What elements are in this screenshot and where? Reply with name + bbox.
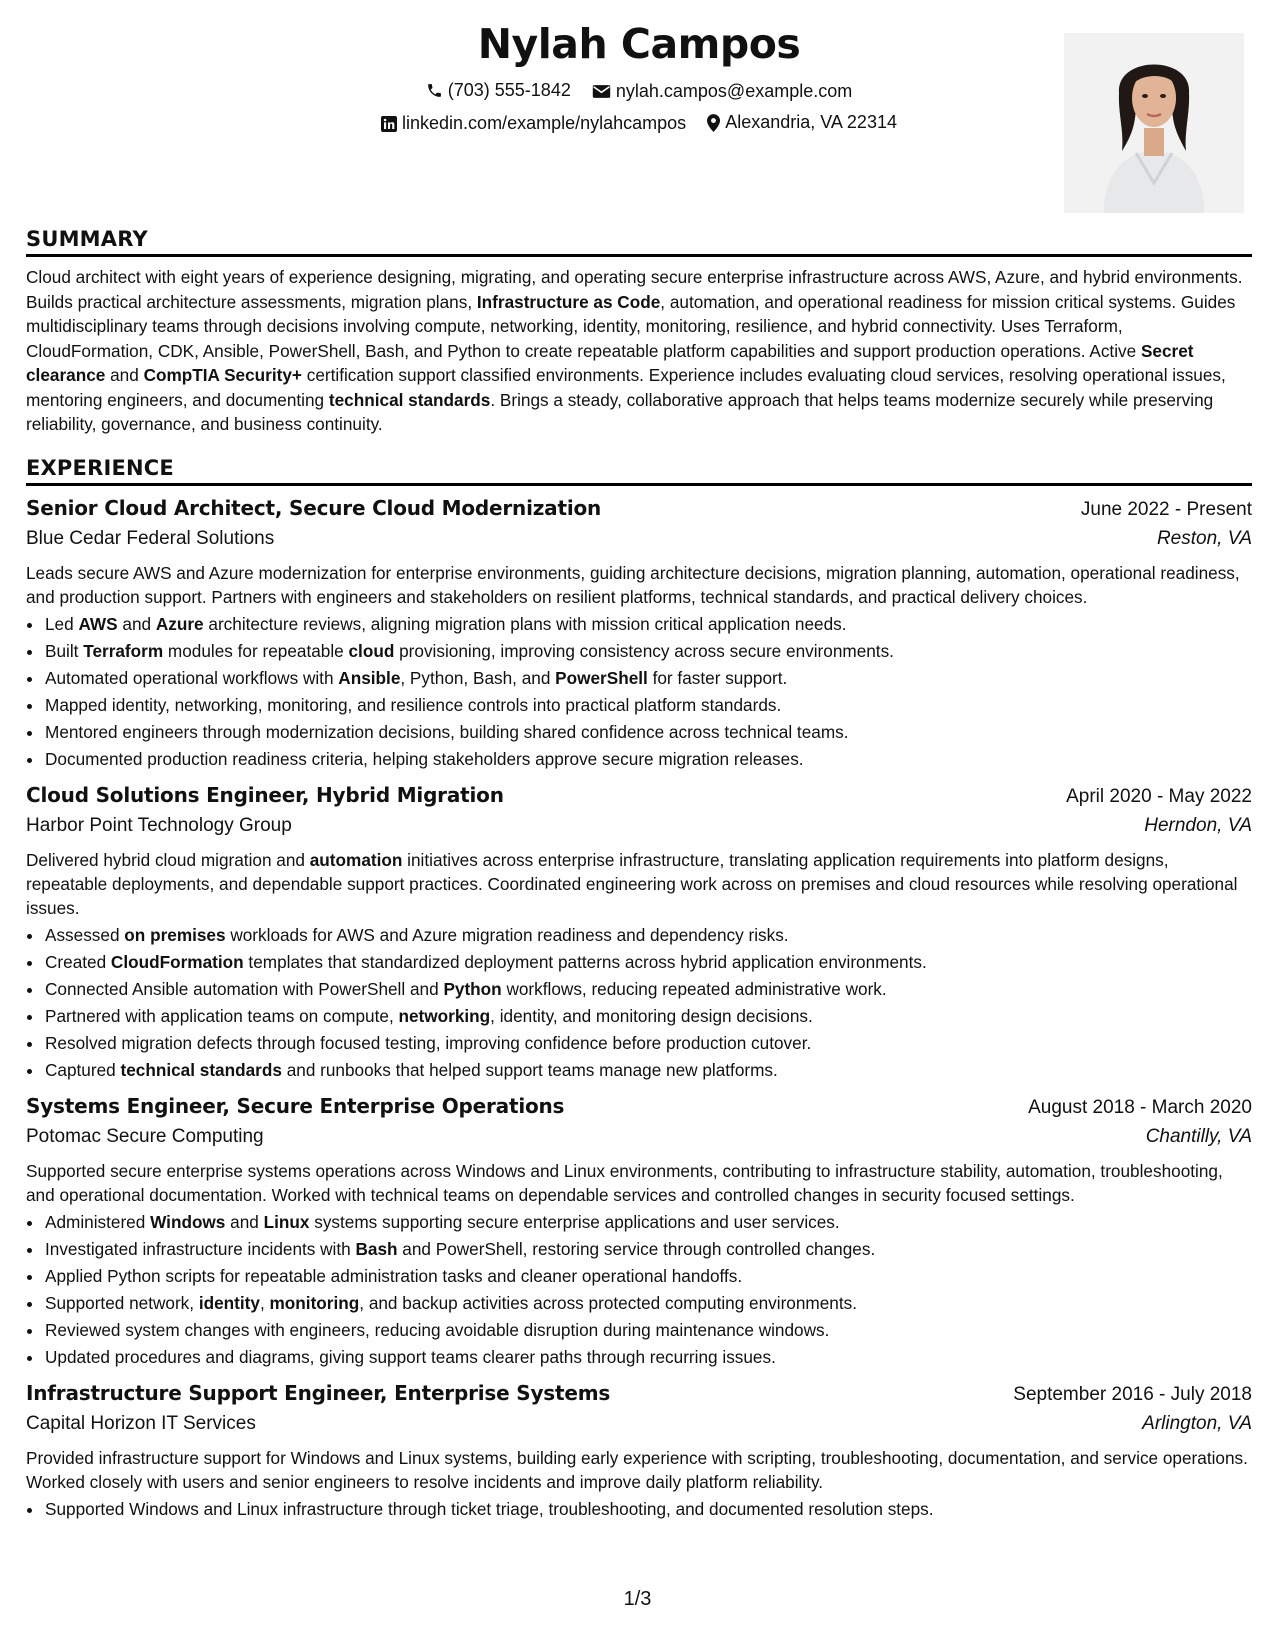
emphasized-text: Azure xyxy=(155,614,204,634)
text-segment: Provided infrastructure support for Windows and Linux systems, building early experience with scripting, troubleshooting, documentation, and service operations. Worked closely with users and senior engineers to resolve incidents and improve daily platform reliability. xyxy=(26,1448,1248,1492)
linkedin-url: linkedin.com/example/nylahcampos xyxy=(402,113,687,133)
job-company-row xyxy=(26,1409,1252,1441)
company-name: Capital Horizon IT Services xyxy=(26,1413,256,1434)
bullet-item xyxy=(44,1030,1252,1057)
text-segment: Led xyxy=(45,614,79,634)
bullet-item xyxy=(44,1236,1252,1263)
job-header xyxy=(26,779,1252,811)
emphasized-text: Linux xyxy=(263,1212,310,1232)
job-company-row xyxy=(26,811,1252,843)
candidate-name: Nylah Campos xyxy=(477,20,801,68)
text-segment: Built xyxy=(45,641,84,661)
emphasized-text: automation xyxy=(309,850,403,870)
job-title: Cloud Solutions Engineer, Hybrid Migration xyxy=(26,783,504,807)
profile-photo xyxy=(1064,33,1244,213)
text-segment: architecture reviews, aligning migration plans with mission critical application needs. xyxy=(203,614,847,634)
job-entry xyxy=(26,1377,1252,1523)
job-header xyxy=(26,492,1252,524)
emphasized-text: CompTIA Security+ xyxy=(143,365,302,385)
job-bullets xyxy=(26,1209,1252,1371)
company-name: Potomac Secure Computing xyxy=(26,1126,264,1147)
text-segment: , and backup activities across protected computing environments. xyxy=(359,1293,858,1313)
jobs-list xyxy=(26,492,1252,1523)
emphasized-text: Infrastructure as Code xyxy=(476,291,661,312)
emphasized-text: CloudFormation xyxy=(110,952,244,972)
text-segment: workflows, reducing repeated administrative work. xyxy=(501,979,887,999)
text-segment: Created xyxy=(45,952,111,972)
text-segment: . Brings a steady, collaborative approach that helps teams modernize securely while preserving reliability, governance, and business continuity. xyxy=(26,389,1214,434)
summary-text xyxy=(26,265,1252,437)
job-location: Herndon, VA xyxy=(1144,815,1252,836)
emphasized-text: PowerShell xyxy=(555,668,648,688)
phone-contact[interactable] xyxy=(426,80,571,101)
job-location: Arlington, VA xyxy=(1142,1413,1252,1434)
text-segment: Supported secure enterprise systems operations across Windows and Linux environments, contributing to infrastructure stability, automation, troubleshooting, and operational documentation. Worked with technical teams on dependable services and controlled changes in security focused settings. xyxy=(26,1161,1223,1205)
emphasized-text: Ansible xyxy=(338,668,401,688)
job-description xyxy=(26,561,1252,609)
linkedin-contact[interactable] xyxy=(381,113,686,134)
text-segment: Investigated infrastructure incidents with xyxy=(45,1239,356,1259)
text-segment: certification support classified environments. Experience includes evaluating cloud services, resolving operational issues, mentoring engineers, and documenting xyxy=(26,365,1226,410)
emphasized-text: Python xyxy=(443,979,502,999)
company-name: Blue Cedar Federal Solutions xyxy=(26,528,275,549)
text-segment: Mapped identity, networking, monitoring, and resilience controls into practical platform standards. xyxy=(45,695,782,715)
text-segment: , Python, Bash, and xyxy=(400,668,556,688)
experience-heading: EXPERIENCE xyxy=(26,456,1252,486)
job-description xyxy=(26,1159,1252,1207)
map-pin-icon xyxy=(707,114,720,132)
text-segment: Leads secure AWS and Azure modernization for enterprise environments, guiding architecture decisions, migration planning, automation, operational readiness, and production support. Partners with engineers and stakeholders on resilient platforms, technical standards, and practical delivery choices. xyxy=(26,563,1240,607)
job-entry xyxy=(26,1090,1252,1371)
text-segment: Captured xyxy=(45,1060,121,1080)
text-segment: and xyxy=(117,614,156,634)
job-location: Chantilly, VA xyxy=(1145,1126,1252,1147)
job-bullets xyxy=(26,1496,1252,1523)
bullet-item xyxy=(44,1496,1252,1523)
job-title: Systems Engineer, Secure Enterprise Operations xyxy=(26,1094,565,1118)
email-contact[interactable] xyxy=(592,81,852,102)
bullet-item xyxy=(44,1290,1252,1317)
emphasized-text: technical standards xyxy=(328,389,491,410)
job-company-row xyxy=(26,1122,1252,1154)
bullet-item xyxy=(44,719,1252,746)
job-bullets xyxy=(26,611,1252,773)
emphasized-text: on premises xyxy=(124,925,226,945)
job-dates: June 2022 - Present xyxy=(1080,499,1252,520)
phone-icon xyxy=(426,82,443,99)
bullet-item xyxy=(44,665,1252,692)
bullet-item xyxy=(44,1317,1252,1344)
bullet-item xyxy=(44,922,1252,949)
text-segment: Resolved migration defects through focused testing, improving confidence before production cutover. xyxy=(45,1033,812,1053)
job-bullets xyxy=(26,922,1252,1084)
bullet-item xyxy=(44,611,1252,638)
emphasized-text: AWS xyxy=(78,614,118,634)
job-entry xyxy=(26,779,1252,1084)
email-address: nylah.campos@example.com xyxy=(615,81,853,101)
job-company-row xyxy=(26,524,1252,556)
resume-header xyxy=(26,0,1252,230)
job-header xyxy=(26,1090,1252,1122)
bullet-item xyxy=(44,1209,1252,1236)
job-header xyxy=(26,1377,1252,1409)
job-dates: September 2016 - July 2018 xyxy=(1013,1384,1252,1405)
text-segment: and xyxy=(105,365,144,385)
job-dates: August 2018 - March 2020 xyxy=(1028,1097,1252,1118)
bullet-item xyxy=(44,1263,1252,1290)
job-title: Senior Cloud Architect, Secure Cloud Modernization xyxy=(26,496,602,520)
text-segment: provisioning, improving consistency across secure environments. xyxy=(394,641,894,661)
bullet-item xyxy=(44,1003,1252,1030)
experience-section xyxy=(26,456,1252,1523)
text-segment: , automation, and operational readiness for mission critical systems. Guides multidisciplinary teams through decisions involving compute, networking, identity, monitoring, resilience, and hybrid connectivity. Uses Terraform, CloudFormation, CDK, Ansible, PowerShell, Bash, and Python to create repeatable platform capabilities and support production operations. Active xyxy=(26,291,1236,361)
bullet-item xyxy=(44,746,1252,773)
bullet-item xyxy=(44,638,1252,665)
text-segment: Updated procedures and diagrams, giving support teams clearer paths through recurring issues. xyxy=(45,1347,776,1367)
job-dates: April 2020 - May 2022 xyxy=(1066,786,1252,807)
bullet-item xyxy=(44,976,1252,1003)
job-entry xyxy=(26,492,1252,773)
bullet-item xyxy=(44,1057,1252,1084)
text-segment: Supported Windows and Linux infrastructure through ticket triage, troubleshooting, and documented resolution steps. xyxy=(45,1499,934,1519)
bullet-item xyxy=(44,949,1252,976)
job-description xyxy=(26,1446,1252,1494)
summary-heading: SUMMARY xyxy=(26,227,1252,257)
home-location: Alexandria, VA 22314 xyxy=(725,112,897,132)
text-segment: and xyxy=(225,1212,264,1232)
text-segment: , xyxy=(259,1293,270,1313)
emphasized-text: Terraform xyxy=(83,641,164,661)
page-number: 1/3 xyxy=(623,1588,652,1610)
text-segment: Administered xyxy=(45,1212,151,1232)
emphasized-text: monitoring xyxy=(269,1293,360,1313)
location-contact xyxy=(707,112,897,133)
job-location: Reston, VA xyxy=(1156,528,1252,549)
phone-number: (703) 555-1842 xyxy=(447,80,571,100)
text-segment: workloads for AWS and Azure migration readiness and dependency risks. xyxy=(225,925,789,945)
bullet-item xyxy=(44,692,1252,719)
envelope-icon xyxy=(592,84,611,99)
text-segment: Delivered hybrid cloud migration and xyxy=(26,850,310,870)
text-segment: and PowerShell, restoring service through controlled changes. xyxy=(397,1239,876,1259)
emphasized-text: Bash xyxy=(355,1239,398,1259)
text-segment: initiatives across enterprise infrastructure, translating application requirements into platform designs, repeatable deployments, and dependable support practices. Coordinated engineering work across on premises and cloud resources while resolving operational issues. xyxy=(26,850,1238,918)
company-name: Harbor Point Technology Group xyxy=(26,815,292,836)
job-description xyxy=(26,848,1252,920)
text-segment: systems supporting secure enterprise applications and user services. xyxy=(309,1212,840,1232)
text-segment: Applied Python scripts for repeatable administration tasks and cleaner operational handoffs. xyxy=(45,1266,743,1286)
text-segment: templates that standardized deployment patterns across hybrid application environments. xyxy=(243,952,927,972)
text-segment: Connected Ansible automation with PowerShell and xyxy=(45,979,444,999)
emphasized-text: Windows xyxy=(150,1212,226,1232)
text-segment: for faster support. xyxy=(647,668,788,688)
job-title: Infrastructure Support Engineer, Enterprise Systems xyxy=(26,1381,611,1405)
linkedin-icon xyxy=(381,116,397,132)
text-segment: Automated operational workflows with xyxy=(45,668,339,688)
text-segment: Assessed xyxy=(45,925,125,945)
emphasized-text: identity xyxy=(198,1293,260,1313)
text-segment: Partnered with application teams on compute, xyxy=(45,1006,399,1026)
text-segment: and runbooks that helped support teams manage new platforms. xyxy=(281,1060,778,1080)
resume-page xyxy=(26,0,1252,1650)
summary-section xyxy=(26,227,1252,437)
emphasized-text: cloud xyxy=(348,641,395,661)
text-segment: Supported network, xyxy=(45,1293,199,1313)
text-segment: Reviewed system changes with engineers, reducing avoidable disruption during maintenance windows. xyxy=(45,1320,830,1340)
text-segment: Cloud architect with eight years of experience designing, migrating, and operating secure enterprise infrastructure across AWS, Azure, and hybrid environments. Builds practical architecture assessments, migration plans, xyxy=(26,267,1243,312)
emphasized-text: networking xyxy=(398,1006,491,1026)
text-segment: modules for repeatable xyxy=(163,641,349,661)
emphasized-text: Secret clearance xyxy=(26,340,1194,385)
emphasized-text: technical standards xyxy=(120,1060,282,1080)
bullet-item xyxy=(44,1344,1252,1371)
text-segment: Mentored engineers through modernization decisions, building shared confidence across technical teams. xyxy=(45,722,849,742)
text-segment: , identity, and monitoring design decisions. xyxy=(490,1006,813,1026)
text-segment: Documented production readiness criteria, helping stakeholders approve secure migration releases. xyxy=(45,749,804,769)
